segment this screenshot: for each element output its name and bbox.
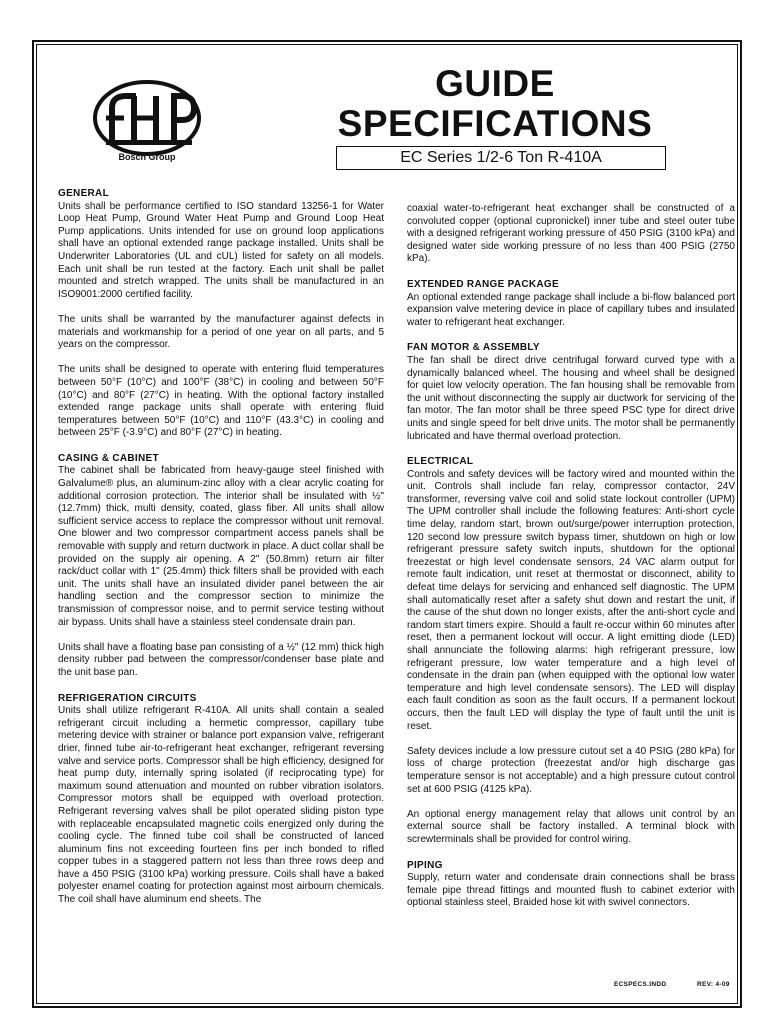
section-paragraph: The units shall be warranted by the manufacturer against defects in materials and workmanship for a period of one year on all parts, and 5 years on the compressor. — [58, 313, 384, 351]
footer-revision: REV: 4-09 — [697, 981, 730, 988]
left-column — [58, 188, 384, 920]
section-paragraph: An optional extended range package shall include a bi-flow balanced port expansion valve metering device in place of capillary tubes and insulated water to refrigerant heat exchanger. — [407, 291, 735, 328]
spec-section — [58, 693, 384, 907]
section-heading: EXTENDED RANGE PACKAGE — [407, 278, 559, 290]
section-heading: CASING & CABINET — [58, 452, 159, 464]
section-heading: REFRIGERATION CIRCUITS — [58, 692, 197, 704]
page-title — [310, 64, 680, 144]
section-heading: PIPING — [407, 859, 443, 871]
title-line-2: SPECIFICATIONS — [337, 103, 653, 144]
section-paragraph: The cabinet shall be fabricated from heavy-gauge steel finished with Galvalume® plus, an aluminum-zinc alloy with a clear acrylic coating for additional corrosion protection. The interior shall be insulated with ½" (12.7mm) thick, multi density, coated, glass fiber. All units shall allow sufficient service access to replace the compressor without unit removal. One blower and two compressor compartment access panels shall be removable with supply and return ductwork in place. A duct collar shall be provided on the supply air opening. A 2" (50.8mm) return air filter rack/duct collar with 1" (25.4mm) thick filters shall be provided with each unit. The units shall have an insulated divider panel between the air handling section and the compressor section to minimize the transmission of compressor noise, and to permit service testing without air bypass. Units shall have a stainless steel condensate drain pan. — [58, 465, 384, 628]
spec-section — [407, 342, 735, 443]
section-heading: FAN MOTOR & ASSEMBLY — [407, 342, 540, 354]
section-paragraph: Supply, return water and condensate drain connections shall be brass female pipe thread fittings and mounted flush to cabinet exterior with optional stainless steel, Braided hose kit with swivel connectors. — [407, 872, 735, 909]
section-paragraph: coaxial water-to-refrigerant heat exchanger shall be constructed of a convoluted copper (optional cupronickel) inner tube and steel outer tube with a designed refrigerant working pressure of 450 PSIG (3100 kPa) and designed water side working pressure of no less than 400 PSIG (2750 kPa). — [407, 203, 735, 265]
section-paragraph: Controls and safety devices will be factory wired and mounted within the unit. Controls shall include fan relay, compressor contactor, 24V transformer, reversing valve coil and solid state lockout controller (UPM) The UPM controller shall include the following features: Anti-short cycle time delay, random start, brown out/surge/power interruption protection, 120 second low pressure switch bypass timer, shutdown on high or low refrigerant pressure safety switch inputs, shutdown for the optional freezestat or high level condensate sensors, 24 VAC alarm output for remote fault indication, unit reset at thermostat or disconnect, ability to defeat time delays for servicing and enhanced self diagnostic. The UPM shall automatically reset after a safety shut down and restart the unit, if the cause of the shut down no longer exists, after the anti-short cycle and random start timers expire. Should a fault re-occur within 60 minutes after reset, then a permanent lockout will occur. A light emitting diode (LED) shall annunciate the following alarms: high refrigerant pressure, low refrigerant pressure, low water temperature and a high level of condensate in the drain pan (when equipped with the optional low water temperature and high level condensate sensors). The LED will display each fault condition as soon as the fault occurs. If a permanent lockout occurs, then the fault LED will display the type of fault until the unit is reset. — [407, 468, 735, 732]
section-paragraph: Safety devices include a low pressure cutout set a 40 PSIG (280 kPa) for loss of charge protection (freezestat and/or high discharge gas temperature sensor is not acceptable) and a high pressure cutout control set at 600 PSIG (4125 kPa). — [407, 745, 735, 795]
footer-doc-code: ECSPECS.INDD — [614, 981, 667, 988]
section-paragraph: The fan shall be direct drive centrifugal forward curved type with a dynamically balanced wheel. The housing and wheel shall be designed for quiet low velocity operation. The fan housing shall be removable from the unit without disconnecting the supply air ductwork for servicing of the fan motor. The fan motor shall be three speed PSC type for direct drive units and single speed for belt drive units. The motor shall be permanently lubricated and have thermal overload protection. — [407, 354, 735, 442]
spec-section — [407, 456, 735, 846]
section-heading: ELECTRICAL — [407, 456, 474, 468]
spec-section — [407, 279, 735, 329]
logo-brand-text: Bosch Group — [118, 152, 176, 162]
section-paragraph: Units shall have a floating base pan consisting of a ½" (12 mm) thick high density rubber pad between the compressor/condenser base plate and the unit base pan. — [58, 641, 384, 678]
spec-section — [58, 188, 384, 440]
section-paragraph: Units shall be performance certified to ISO standard 13256-1 for Water Loop Heat Pump, Ground Water Heat Pump and Ground Loop Heat Pump applications. Units intended for use on ground loop applications shall have an optional extended range package installed. Units shall be Underwriter Laboratories (UL and cUL) listed for safety on all models. Each unit shall be run tested at the factory. Each unit shall be pallet mounted and stretch wrapped. The units shall be manufactured in an ISO9001:2000 certified facility. — [58, 200, 384, 300]
title-line-1: GUIDE — [435, 63, 555, 104]
right-column — [407, 203, 735, 923]
section-paragraph: The units shall be designed to operate with entering fluid temperatures between 50°F (10°C) and 100°F (38°C) in cooling and between 50°F (10°C) and 80°F (27°C) in heating. With the optional factory installed extended range package units shall operate with entering fluid temperatures between 50°F (10°C) and 110°F (43.3°C) in cooling and between 25°F (-3.9°C) and 80°F (27°C) in heating. — [58, 364, 384, 439]
fhp-logo-icon — [92, 78, 202, 166]
fhp-logo — [92, 78, 202, 166]
section-heading: GENERAL — [58, 188, 109, 199]
section-paragraph: An optional energy management relay that allows unit control by an external source shall be factory installed. A terminal block with screwterminals shall be provided for control wiring. — [407, 808, 735, 845]
spec-section — [58, 453, 384, 680]
series-subtitle: EC Series 1/2-6 Ton R-410A — [336, 146, 666, 170]
spec-section — [407, 203, 735, 266]
spec-section — [407, 860, 735, 910]
section-paragraph: Units shall utilize refrigerant R-410A. All units shall contain a sealed refrigerant circuit including a hermetic compressor, capillary tube metering device with strainer or balance port expansion valve, refrigerant drier, finned tube air-to-refrigerant heat exchanger, refrigerant reversing valve and service ports. Compressor shall be high efficiency, designed for heat pump duty, internally spring isolated (if reciprocating type) for maximum sound attenuation and mounted on rubber vibration isolators. Compressor motors shall be equipped with overload protection. Refrigerant reversing valves shall be pilot operated sliding piston type with replaceable encapsulated magnetic coils energized only during the cooling cycle. The finned tube coil shall be constructed of lanced aluminum fins not exceeding fourteen fins per inch bonded to rifled copper tubes in a staggered pattern not less than three rows deep and have a 450 PSIG (3100 kPa) working pressure. Coils shall have a baked polyester enamel coating for protection against most airbourn chemicals. The coil shall have aluminum end sheets. The — [58, 705, 384, 906]
